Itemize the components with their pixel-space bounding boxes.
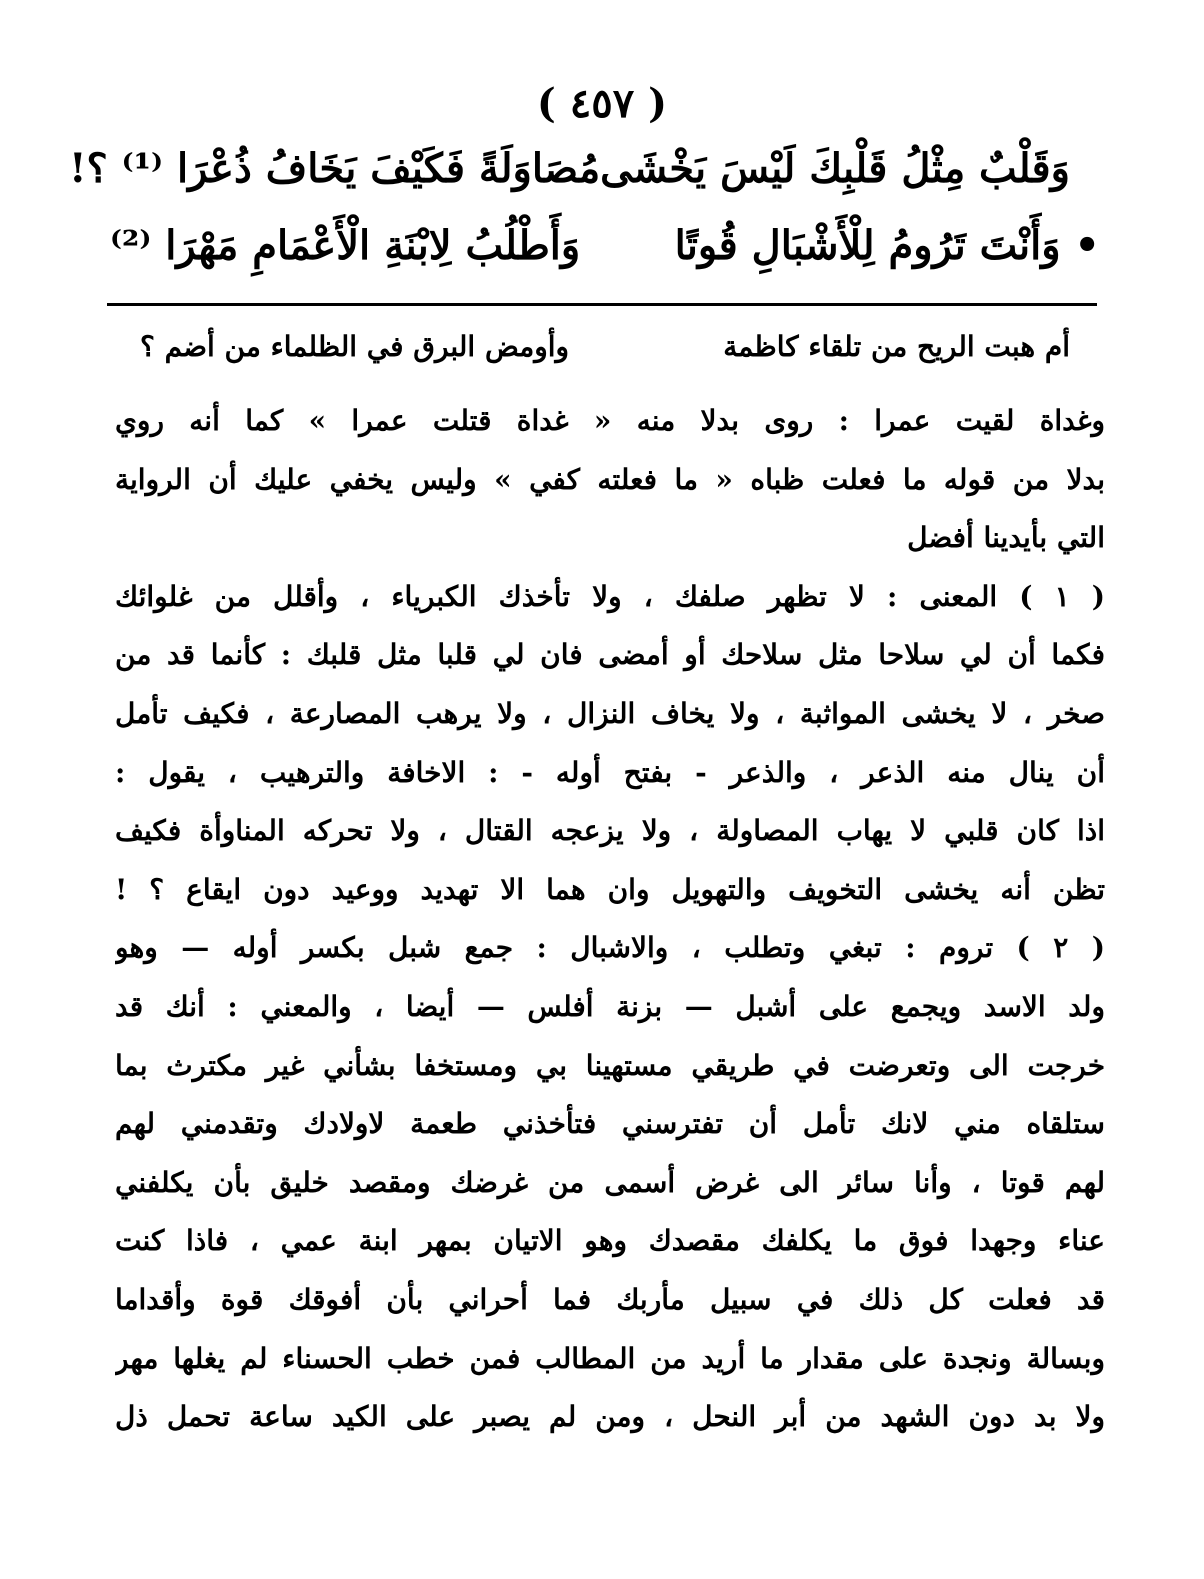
text-line: ( ١ ) المعنى : لا تظهر صلفك ، ولا تأخذك الكبرياء ، وأقلل من غلوائك: [115, 579, 1105, 613]
text-line: أن ينال منه الذعر ، والذعر - بفتح أوله - : الاخافة والترهيب ، يقول :: [115, 755, 1105, 789]
separator-rule: [107, 303, 1097, 306]
quoted-poem-second-hemistich: وأومض البرق في الظلماء من أضم ؟: [140, 330, 570, 363]
text-line: صخر ، لا يخشى المواثبة ، ولا يخاف النزال ، ولا يرهب المصارعة ، فكيف تأمل: [115, 696, 1105, 730]
text-line: ولد الاسد ويجمع على أشبل — بزنة أفلس — أيضا ، والمعني : أنك قد: [115, 989, 1105, 1023]
text-line: عناء وجهدا فوق ما يكلفك مقصدك وهو الاتيان بمهر ابنة عمي ، فاذا كنت: [115, 1224, 1105, 1258]
text-line: خرجت الى وتعرضت في طريقي مستهينا بي ومستخفا بشأني غير مكترث بما: [115, 1048, 1105, 1082]
text-line: التي بأيدينا أفضل: [907, 521, 1105, 555]
footnote-1: [115, 568, 1105, 920]
text-line: وغداة لقيت عمرا : روى بدلا منه « غداة قتلت عمرا » كما أنه روي: [115, 404, 1105, 437]
text-line: ( ٢ ) تروم : تبغي وتطلب ، والاشبال : جمع شبل بكسر أوله — وهو: [115, 931, 1105, 965]
quoted-poem-first-hemistich: أم هبت الريح من تلقاء كاظمة: [723, 330, 1070, 363]
text-line: فكما أن لي سلاحا مثل سلاحك أو أمضى فان لي قلبا مثل قلبك : كأنما قد من: [115, 638, 1105, 672]
verse-line-2: [110, 222, 1100, 269]
verse-line-1: [68, 145, 1100, 192]
text-line: تظن أنه يخشى التخويف والتهويل وان هما الا تهديد ووعيد دون ايقاع ؟ !: [115, 872, 1105, 906]
text-line: وبسالة ونجدة على مقدار ما أريد من المطالب فمن خطب الحسناء لم يغلها مهر: [115, 1341, 1105, 1375]
page-number: ( ٤٥٧ ): [536, 80, 668, 127]
commentary-body: [115, 392, 1105, 1447]
quoted-poem-line: [140, 330, 1100, 363]
text-line: ستلقاه مني لانك تأمل أن تفترسني فتأخذني طعمة لاولادك وتقدمني لهم: [115, 1107, 1105, 1141]
verse-2-second-hemistich: وَأَطْلُبُ لِابْنَةِ الْأَعْمَامِ مَهْرَا ⁽²⁾: [110, 222, 581, 269]
text-line: ولا بد دون الشهد من أبر النحل ، ومن لم يصبر على الكيد ساعة تحمل ذل: [115, 1400, 1105, 1434]
text-line: اذا كان قلبي لا يهاب المصاولة ، ولا يزعجه القتال ، ولا تحركه المناوأة فكيف: [115, 814, 1105, 848]
footnote-2: [115, 919, 1105, 1446]
verse-2-first-hemistich: • وَأَنْتَ تَرُومُ لِلْأَشْبَالِ قُوتًا: [674, 222, 1100, 269]
verse-1-second-hemistich: مُصَاوَلَةً فَكَيْفَ يَخَافُ ذُعْرَا ⁽¹⁾ ؟!: [68, 145, 601, 192]
text-line: بدلا من قوله ما فعلت ظباه « ما فعلته كفي » وليس يخفي عليك أن الرواية: [115, 462, 1105, 496]
text-line: قد فعلت كل ذلك في سبيل مأربك فما أحراني بأن أفوقك قوة وأقداما: [115, 1282, 1105, 1316]
text-line: لهم قوتا ، وأنا سائر الى غرض أسمى من غرضك ومقصد خليق بأن يكلفني: [115, 1165, 1105, 1199]
commentary-paragraph-1: [115, 392, 1105, 568]
verse-1-first-hemistich: وَقَلْبٌ مِثْلُ قَلْبِكَ لَيْسَ يَخْشَى: [600, 145, 1070, 192]
